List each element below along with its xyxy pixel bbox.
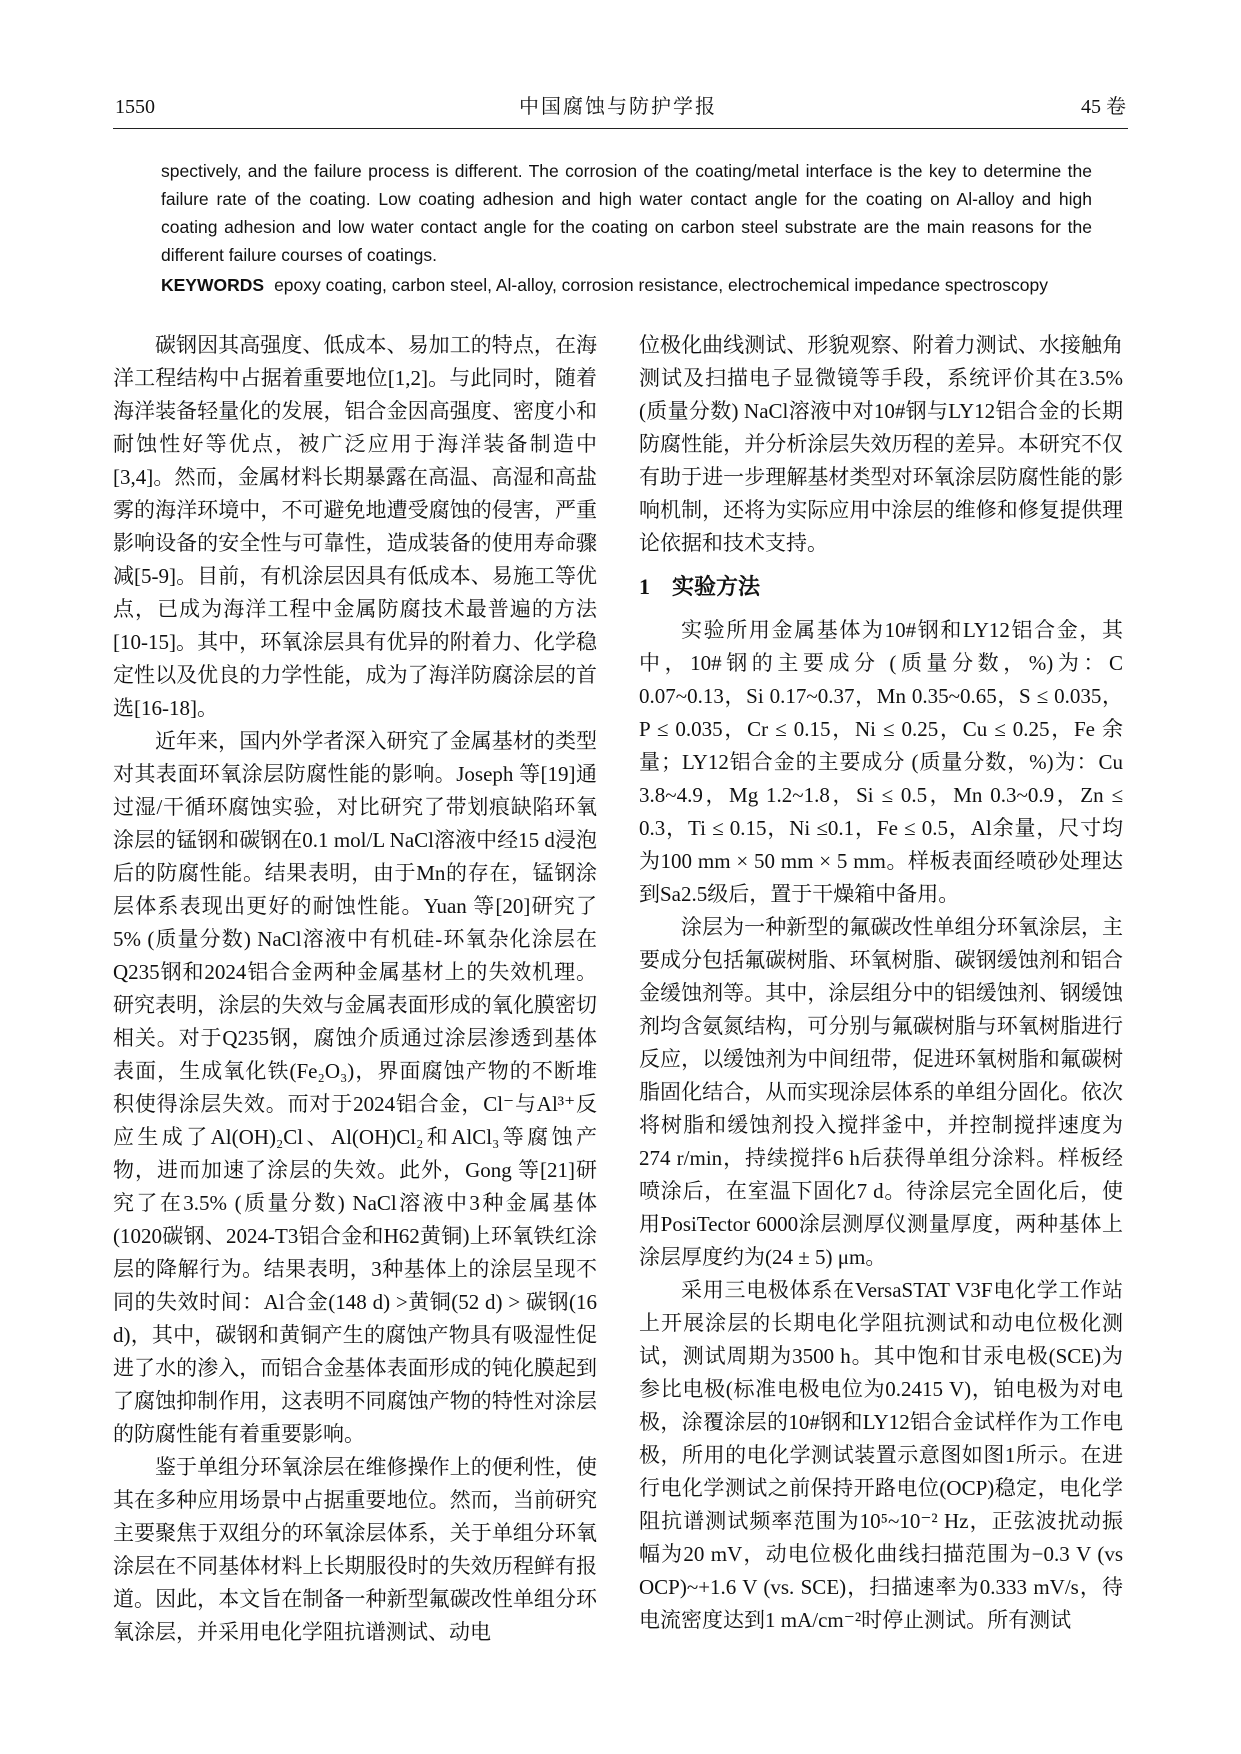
left-column <box>113 329 597 1649</box>
body-paragraph: 采用三电极体系在VersaSTAT V3F电化学工作站上开展涂层的长期电化学阻抗测试和动电位极化测试，测试周期为3500 h。其中饱和甘汞电极(SCE)为参比电极(标准电极电位为0.2415 V)，铂电极为对电极，涂覆涂层的10#钢和LY12铝合金试样作为工作电极，所用的电化学测试装置示意图如图1所示。在进行电化学测试之前保持开路电位(OCP)稳定，电化学阻抗谱测试频率范围为10⁵~10⁻² Hz，正弦波扰动振幅为20 mV，动电位极化曲线扫描范围为−0.3 V (vs OCP)~+1.6 V (vs. SCE)，扫描速率为0.333 mV/s，待电流密度达到1 mA/cm⁻²时停止测试。所有测试 <box>639 1278 1123 1632</box>
body-paragraph: 鉴于单组分环氧涂层在维修操作上的便利性，使其在多种应用场景中占据重要地位。然而，当前研究主要聚焦于双组分的环氧涂层体系，关于单组分环氧涂层在不同基体材料上长期服役时的失效历程鲜有报道。因此，本文旨在制备一种新型氟碳改性单组分环氧涂层，并采用电化学阻抗谱测试、动电 <box>113 1455 597 1644</box>
abstract-section <box>161 157 1092 299</box>
body-paragraph: 实验所用金属基体为10#钢和LY12铝合金，其中，10#钢的主要成分 (质量分数，%)为：C 0.07~0.13，Si 0.17~0.37，Mn 0.35~0.65，S ≤ 0.035，P ≤ 0.035，Cr ≤ 0.15，Ni ≤ 0.25，Cu ≤ 0.25，Fe 余量；LY12铝合金的主要成分 (质量分数，%)为：Cu 3.8~4.9，Mg 1.2~1.8，Si ≤ 0.5，Mn 0.3~0.9，Zn ≤ 0.3，Ti ≤ 0.15，Ni ≤0.1，Fe ≤ 0.5，Al余量，尺寸均为100 mm × 50 mm × 5 mm。样板表面经喷砂处理达到Sa2.5级后，置于干燥箱中备用。 <box>639 618 1123 906</box>
keywords-block <box>161 271 1092 299</box>
body-paragraph-continuation: 位极化曲线测试、形貌观察、附着力测试、水接触角测试及扫描电子显微镜等手段，系统评价其在3.5% (质量分数) NaCl溶液中对10#钢与LY12铝合金的长期防腐性能，并分析涂层失效历程的差异。本研究不仅有助于进一步理解基材类型对环氧涂层防腐性能的影响机制，还将为实际应用中涂层的维修和修复提供理论依据和技术支持。 <box>639 333 1123 555</box>
abstract-continuation-text: spectively, and the failure process is different. The corrosion of the coating/metal interface is the key to determine the failure rate of the coating. Low coating adhesion and high water contact angle for the coating on Al-alloy and high coating adhesion and low water contact angle for the coating on carbon steel substrate are the main reasons for the different failure courses of coatings. <box>161 161 1092 265</box>
body-paragraph: 近年来，国内外学者深入研究了金属基材的类型对其表面环氧涂层防腐性能的影响。Joseph 等[19]通过湿/干循环腐蚀实验，对比研究了带划痕缺陷环氧涂层的锰钢和碳钢在0.1 mol/L NaCl溶液中经15 d浸泡后的防腐性能。结果表明，由于Mn的存在，锰钢涂层体系表现出更好的耐蚀性能。Yuan 等[20]研究了5% (质量分数) NaCl溶液中有机硅-环氧杂化涂层在Q235钢和2024铝合金两种金属基材上的失效机理。研究表明，涂层的失效与金属表面形成的氧化膜密切相关。对于Q235钢，腐蚀介质通过涂层渗透到基体表面，生成氧化铁(Fe₂O₃)，界面腐蚀产物的不断堆积使得涂层失效。而对于2024铝合金，Cl⁻与Al³⁺反应生成了Al(OH)₂Cl、Al(OH)Cl₂和AlCl₃等腐蚀产物，进而加速了涂层的失效。此外，Gong 等[21]研究了在3.5% (质量分数) NaCl溶液中3种金属基体(1020碳钢、2024-T3铝合金和H62黄铜)上环氧铁红涂层的降解行为。结果表明，3种基体上的涂层呈现不同的失效时间：Al合金(148 d) >黄铜(52 d) > 碳钢(16 d)，其中，碳钢和黄铜产生的腐蚀产物具有吸湿性促进了水的渗入，而铝合金基体表面形成的钝化膜起到了腐蚀抑制作用，这表明不同腐蚀产物的特性对涂层的防腐性能有着重要影响。 <box>113 729 597 1446</box>
volume-label: 45 卷 <box>1081 96 1126 118</box>
article-body <box>113 329 1128 1649</box>
body-paragraph: 涂层为一种新型的氟碳改性单组分环氧涂层，主要成分包括氟碳树脂、环氧树脂、碳钢缓蚀剂和铝合金缓蚀剂等。其中，涂层组分中的铝缓蚀剂、钢缓蚀剂均含氨氮结构，可分别与氟碳树脂与环氧树脂进行反应，以缓蚀剂为中间纽带，促进环氧树脂和氟碳树脂固化结合，从而实现涂层体系的单组分固化。依次将树脂和缓蚀剂投入搅拌釜中，并控制搅拌速度为274 r/min，持续搅拌6 h后获得单组分涂料。样板经喷涂后，在室温下固化7 d。待涂层完全固化后，使用PosiTector 6000涂层测厚仪测量厚度，两种基体上涂层厚度约为(24 ± 5) μm。 <box>639 915 1123 1269</box>
page-header <box>113 90 1128 119</box>
header-divider <box>113 128 1128 129</box>
journal-title: 中国腐蚀与防护学报 <box>519 96 717 118</box>
keywords-text: epoxy coating, carbon steel, Al-alloy, corrosion resistance, electrochemical impedance spectroscopy <box>274 275 1049 295</box>
keywords-label: KEYWORDS <box>161 275 265 295</box>
body-paragraph: 碳钢因其高强度、低成本、易加工的特点，在海洋工程结构中占据着重要地位[1,2]。与此同时，随着海洋装备轻量化的发展，铝合金因高强度、密度小和耐蚀性好等优点，被广泛应用于海洋装备制造中[3,4]。然而，金属材料长期暴露在高温、高湿和高盐雾的海洋环境中，不可避免地遭受腐蚀的侵害，严重影响设备的安全性与可靠性，造成装备的使用寿命骤减[5-9]。目前，有机涂层因具有低成本、易施工等优点，已成为海洋工程中金属防腐技术最普遍的方法[10-15]。其中，环氧涂层具有优异的附着力、化学稳定性以及优良的力学性能，成为了海洋防腐涂层的首选[16-18]。 <box>113 333 597 720</box>
page-number: 1550 <box>115 96 155 118</box>
right-column <box>639 329 1123 1649</box>
section-heading-experimental-methods: 1 实验方法 <box>639 574 761 599</box>
